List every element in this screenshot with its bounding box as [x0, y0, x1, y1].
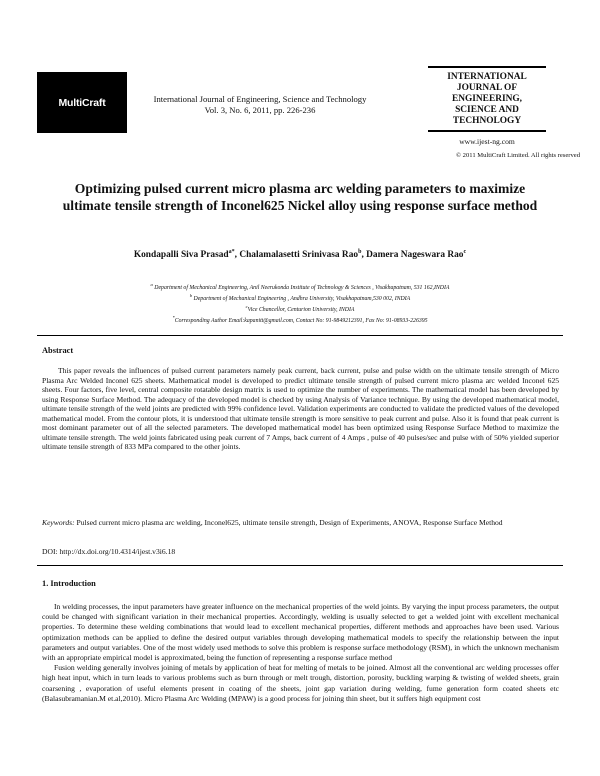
journal-info — [140, 94, 380, 116]
journal-name-line: JOURNAL OF — [456, 83, 518, 93]
journal-name-line: ENGINEERING, — [451, 94, 523, 104]
introduction-heading: 1. Introduction — [42, 579, 96, 588]
journal-name-box — [428, 66, 546, 132]
affiliation-line — [60, 292, 540, 303]
introduction-body — [42, 602, 559, 704]
author-name: Damera Nageswara Rao — [366, 250, 464, 261]
doi-link: DOI: http://dx.doi.org/10.4314/ijest.v3i6.18 — [42, 547, 176, 556]
affiliation-text: Department of Mechanical Engineering , Andhra University, Visakhapatnam,530 002, INDIA — [193, 296, 411, 303]
author-sep: , — [361, 250, 367, 261]
journal-name-line: INTERNATIONAL — [447, 72, 527, 82]
abstract-heading: Abstract — [42, 346, 74, 355]
divider — [37, 565, 563, 566]
multicraft-logo — [37, 72, 127, 133]
keywords-text: Pulsed current micro plasma arc welding, Inconel625, ultimate tensile strength, Design of Experiments, ANOVA, Response Surface Method — [74, 518, 503, 527]
keywords-label: Keywords: — [42, 518, 75, 527]
author-name: Chalamalasetti Srinivasa Rao — [239, 250, 359, 261]
author-name: Kondapalli Siva Prasad — [133, 250, 229, 261]
affiliation-text: Corresponding Author Email:kapanitt@gmail.com, Contact No: 91-9849212391, Fax No: 91-08933-226395 — [174, 318, 428, 325]
affiliation-text: Department of Mechanical Engineering, Anil Neerukonda Institute of Technology & Sciences , Visakhapatnam, 531 162,INDIA — [154, 284, 450, 291]
paragraph: Fusion welding generally involves joining of metals by application of heat for melting of metals to be joined. Almost all the conventional arc welding processes offer high heat input, which in turn leads to various problems such as burn through or melt trough, distortion, porosity, buckling warping & twisting of welded sheets, grain coarsening , evaporation of useful elements present in coating of the sheets, joint gap variation during welding, fume generation form coated sheets etc (Balasubramanian.M et.al,2010). Micro Plasma Arc Welding (MPAW) is a good process for joining thin sheet, but it suffers high equipment cost — [42, 663, 559, 703]
affiliation-sup: c — [245, 304, 248, 310]
paper-title: Optimizing pulsed current micro plasma arc welding parameters to maximize ultimate tensile strength of Inconel625 Nickel alloy using response surface method — [62, 181, 538, 213]
affiliation-sup: * — [172, 315, 175, 321]
affiliation-line — [60, 281, 540, 292]
logo-text: MultiCraft — [58, 96, 106, 109]
affiliation-line — [60, 314, 540, 325]
abstract-body: This paper reveals the influences of pulsed current parameters namely peak current, back current, pulse and pulse width on the ultimate tensile strength of Micro Plasma Arc Welded Inconel 625 sheets. Mathematical model is developed to predict ultimate tensile strength of pulsed current micro plasma arc welded Inconel 625 sheets. Four factors, five level, central composite rotatable design matrix is used to optimize the number of experiments. The mathematical model has been developed by using Response Surface Method. The adequacy of the developed model is checked by using Analysis of Variance technique. By using the developed mathematical model, ultimate tensile strength of the weld joints are predicted with 99% confidence level. Validation experiments are conducted to validate the predicted values of the developed mathematical model. From the contour plots, it is understood that ultimate tensile strength is more sensitive to peak current and pulse. Also it is found that peak current is most dominant parameter out of all the selected parameters. The developed mathematical model has been optimized using Response Surface Method to maximize the ultimate tensile strength. The weld joints fabricated using peak current of 7 Amps, back current of 4 Amps , pulse of 40 pulses/sec and pulse with of 50% yielded superior ultimate tensile strength of 833 MPa compared to the other joints. — [42, 366, 559, 451]
author-sup: c — [463, 249, 467, 255]
journal-line: International Journal of Engineering, Science and Technology — [153, 94, 367, 104]
affiliation-text: Vice Chancellor, Centurion University, INDIA — [247, 307, 355, 314]
author-sup: a* — [228, 249, 235, 255]
affiliation-line — [60, 303, 540, 314]
affiliation-sup: b — [189, 293, 193, 299]
author-sep: , — [234, 250, 240, 261]
divider — [37, 335, 563, 336]
journal-name-line: SCIENCE AND — [455, 105, 519, 115]
author-sup: b — [358, 249, 362, 255]
affiliations — [60, 281, 540, 326]
affiliation-sup: a — [150, 282, 153, 287]
volume-line: Vol. 3, No. 6, 2011, pp. 226-236 — [204, 105, 316, 115]
journal-url: www.ijest-ng.com — [459, 137, 515, 146]
paragraph: In welding processes, the input parameters have greater influence on the mechanical properties of the weld joints. By varying the input process parameters, the output could be changed with significant variation in their mechanical properties. Accordingly, welding is usually selected to get a welded joint with excellent mechanical properties. To determine these welding combinations that would lead to excellent mechanical properties, different methods and approaches have been used. Various optimization methods can be applied to define the desired output variables through developing mathematical models to specify the relationship between the input parameters and output variables. One of the most widely used methods to solve this problem is response surface methodology (RSM), in which the unknown mechanism with an appropriate empirical model is approximated, being the function of representing a response surface method — [42, 602, 559, 663]
keywords — [42, 518, 559, 528]
author-list — [60, 249, 540, 260]
journal-name-line: TECHNOLOGY — [452, 116, 522, 126]
copyright: © 2011 MultiCraft Limited. All rights reserved — [456, 152, 580, 159]
